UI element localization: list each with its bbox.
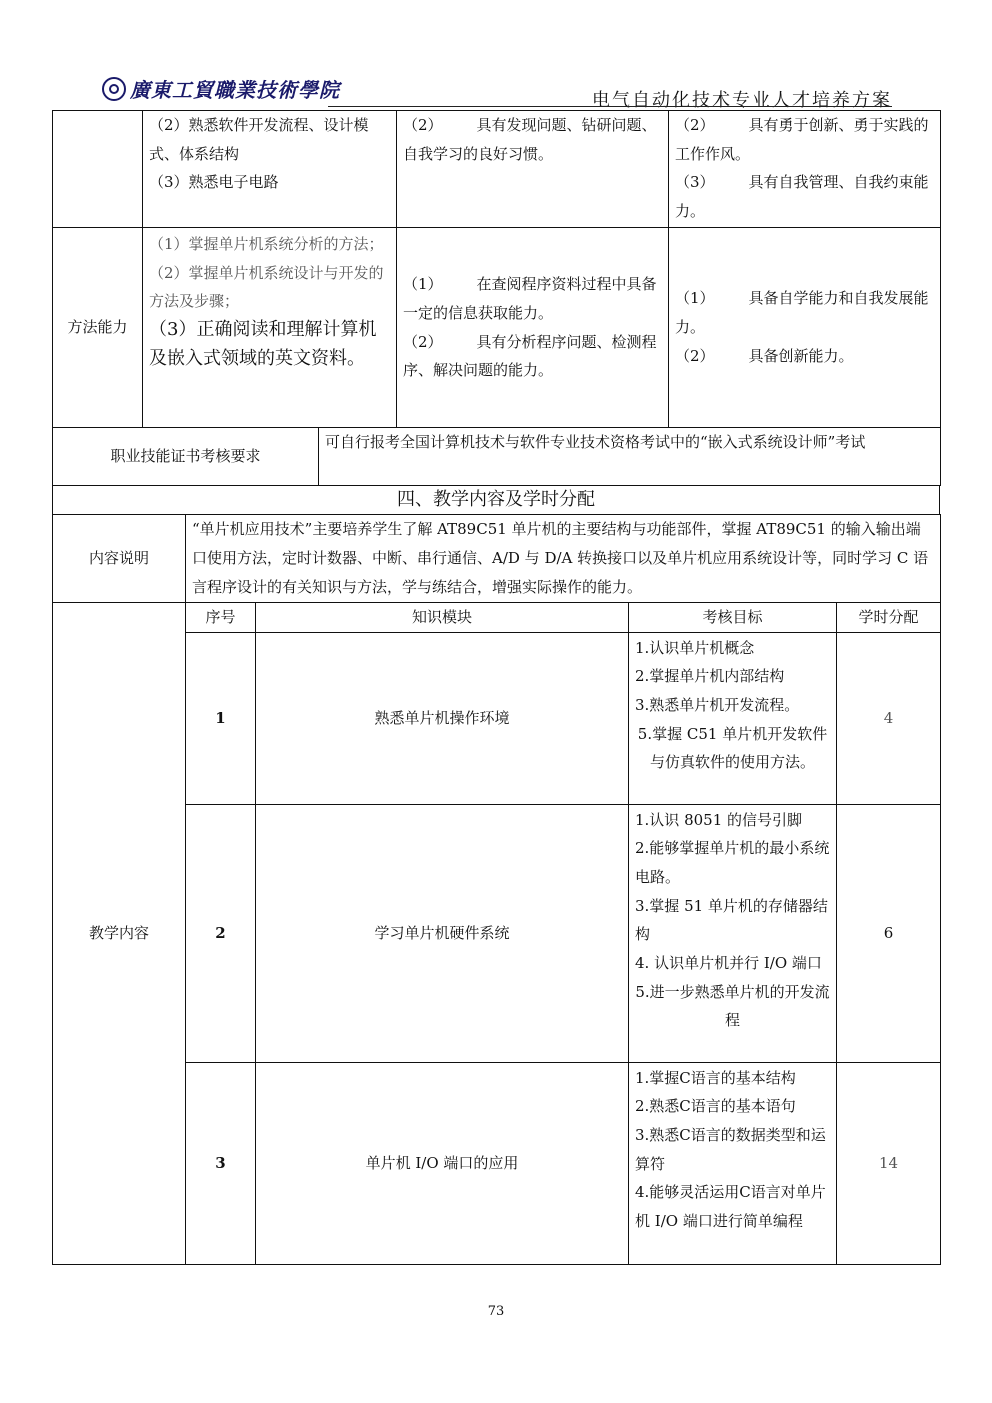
row-module: 学习单片机硬件系统 — [256, 804, 629, 1062]
col-header-module: 知识模块 — [256, 603, 629, 633]
cert-label: 职业技能证书考核要求 — [53, 428, 319, 486]
ability-text: 具有发现问题、钻研问题、自我学习的良好习惯。 — [403, 116, 657, 163]
quality-text: 具有勇于创新、勇于实践的工作作风。 — [675, 116, 929, 163]
goal-item: 1.掌握C语言的基本结构 — [635, 1068, 796, 1087]
col-header-goals: 考核目标 — [629, 603, 837, 633]
goal-item: 1.认识单片机概念 — [635, 638, 755, 657]
quality-num: （2） — [675, 116, 715, 134]
knowledge-cell — [143, 111, 397, 228]
goal-item: 2.熟悉C语言的基本语句 — [635, 1097, 796, 1116]
quality-num: （1） — [675, 289, 715, 308]
row-module: 熟悉单片机操作环境 — [256, 632, 629, 804]
table-row — [53, 1062, 941, 1264]
ability-cell — [397, 111, 669, 228]
college-emblem-icon — [102, 77, 126, 101]
goal-item: 5.掌握 C51 单片机开发软件与仿真软件的使用方法。 — [637, 724, 828, 772]
row-goals — [629, 804, 837, 1062]
row-goals — [629, 1062, 837, 1264]
quality-text: 具备自学能力和自我发展能力。 — [675, 289, 929, 337]
goal-item: 4.能够灵活运用C语言对单片机 I/O 端口进行简单编程 — [635, 1183, 826, 1231]
page-number: 73 — [487, 1304, 505, 1319]
quality-text: 具备创新能力。 — [748, 346, 854, 365]
row-num: 1 — [186, 632, 256, 804]
row-hours: 6 — [837, 804, 941, 1062]
quality-cell — [669, 228, 941, 428]
row-num: 3 — [186, 1062, 256, 1264]
header-divider — [328, 106, 892, 107]
table-row — [53, 632, 941, 804]
quality-num: （2） — [675, 346, 715, 365]
row-hours: 4 — [837, 632, 941, 804]
goal-item: 2.掌握单片机内部结构 — [635, 667, 785, 686]
col-header-num: 序号 — [186, 603, 256, 633]
table-header-row — [53, 603, 941, 633]
goal-item: 3.熟悉单片机开发流程。 — [635, 695, 800, 714]
row-label: 方法能力 — [53, 228, 143, 428]
table-row — [53, 228, 941, 428]
college-name: 廣東工貿職業技術學院 — [130, 78, 340, 102]
knowledge-cell — [143, 228, 397, 428]
goal-item: 3.掌握 51 单片机的存储器结构 — [635, 896, 828, 944]
table-row — [53, 111, 941, 228]
teaching-table — [52, 602, 941, 1265]
document-title: 电气自动化技术专业人才培养方案 — [592, 90, 892, 111]
knowledge-item: （2）熟悉软件开发流程、设计模式、体系结构 — [149, 116, 369, 163]
ability-num: （1） — [403, 275, 443, 294]
goal-item: 1.认识 8051 的信号引脚 — [635, 810, 803, 829]
objectives-table — [52, 110, 941, 428]
college-logo — [102, 74, 340, 103]
content-desc-text: “单片机应用技术”主要培养学生了解 AT89C51 单片机的主要结构与功能部件，掌握 AT89C51 的输入输出端口使用方法，定时计数器、中断、串行通信、A/D 与 D/A 转换接口以及单片机应用系统设计等，同时学习 C 语言程序设计的有关知识与方法，学与练结合，增强实际操作的能力。 — [186, 515, 941, 603]
goal-item: 4. 认识单片机并行 I/O 端口 — [635, 954, 822, 973]
page-header — [52, 74, 892, 111]
quality-text: 具有自我管理、自我约束能力。 — [675, 173, 929, 221]
quality-num: （3） — [675, 173, 715, 192]
content-desc-table — [52, 514, 941, 603]
row-hours: 14 — [837, 1062, 941, 1264]
knowledge-item: （3）正确阅读和理解计算机及嵌入式领域的英文资料。 — [149, 319, 377, 369]
ability-cell — [397, 228, 669, 428]
knowledge-item: （1）掌握单片机系统分析的方法； — [149, 235, 384, 253]
ability-text: 在查阅程序资料过程中具备一定的信息获取能力。 — [403, 275, 657, 322]
section-table — [52, 485, 940, 515]
content-desc-label: 内容说明 — [53, 515, 186, 603]
goal-item: 2.能够掌握单片机的最小系统电路。 — [635, 839, 830, 886]
knowledge-item: （2）掌握单片机系统设计与开发的方法及步骤； — [149, 263, 384, 311]
goal-item: 5.进一步熟悉单片机的开发流程 — [635, 982, 830, 1030]
col-header-hours: 学时分配 — [837, 603, 941, 633]
quality-cell — [669, 111, 941, 228]
table-row — [53, 804, 941, 1062]
goal-item: 3.熟悉C语言的数据类型和运算符 — [635, 1125, 826, 1173]
cert-text: 可自行报考全国计算机技术与软件专业技术资格考试中的“嵌入式系统设计师”考试 — [319, 428, 941, 486]
section-title: 四、教学内容及学时分配 — [53, 486, 940, 515]
row-num: 2 — [186, 804, 256, 1062]
ability-text: 具有分析程序问题、检测程序、解决问题的能力。 — [403, 332, 657, 380]
row-label-empty — [53, 111, 143, 228]
cert-table — [52, 427, 941, 486]
row-module: 单片机 I/O 端口的应用 — [256, 1062, 629, 1264]
ability-num: （2） — [403, 116, 443, 134]
ability-num: （2） — [403, 332, 443, 351]
row-goals — [629, 632, 837, 804]
teaching-label: 教学内容 — [53, 603, 186, 1265]
knowledge-item: （3）熟悉电子电路 — [149, 173, 279, 192]
